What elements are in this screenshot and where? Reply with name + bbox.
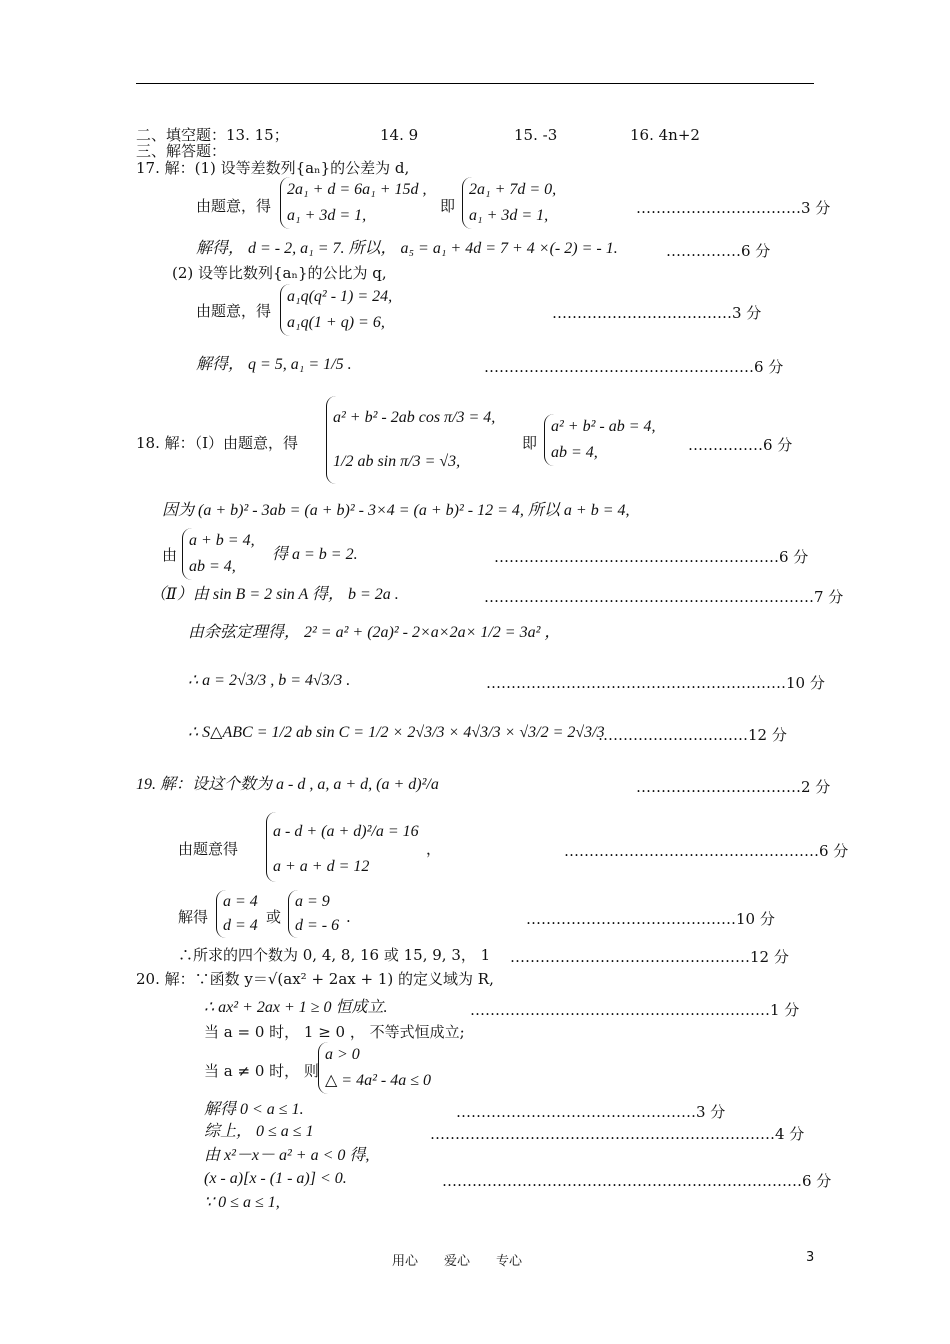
q18-head: 18. 解：（Ⅰ）由题意，得 [136, 434, 299, 452]
q20-line2: 当 a = 0 时， 1 ≥ 0 ， 不等式恒成立; [204, 1023, 465, 1041]
q20-line4: 解得 0 < a ≤ 1. [204, 1101, 304, 1118]
q19-line2-tail: . [346, 908, 351, 926]
q19-sol-d2: d = - 6 [295, 917, 340, 934]
q17-pts-2: ……………6 分 [666, 242, 771, 260]
q19-eq1: a - d + (a + d)²/a = 16 [273, 823, 419, 840]
q19-system-3 [288, 890, 339, 938]
q18-line5: 由余弦定理得， 2² = a² + (2a)² - 2×a×2a× 1/2 = 3a² ， [188, 624, 561, 641]
q18-line7: ∴ S△ABC = 1/2 ab sin C = 1/2 × 2√3/3 × 4√3/3 × √3/2 = 2√3/3 [188, 724, 605, 741]
q19-line2-pts: ……………………………………10 分 [526, 910, 775, 928]
q19-line3: ∴所求的四个数为 0, 4, 8, 16 或 15, 9, 3， 1 [178, 946, 491, 964]
q19-eq2: a + a + d = 12 [273, 858, 370, 875]
q19-system-1 [266, 812, 419, 882]
q17-system-2 [462, 177, 556, 229]
solve-title: 三、解答题： [136, 142, 227, 160]
q17-part2-solution: 解得， q = 5, a₁ = 1/5 . [196, 356, 352, 373]
q20-line8: ∵ 0 ≤ a ≤ 1, [204, 1194, 280, 1211]
q19-line2-lead: 解得 [178, 908, 209, 926]
q18-mid: 即 [522, 434, 538, 452]
q17-mid: 即 [440, 197, 456, 215]
q19-or: 或 [266, 908, 282, 926]
q20-line6: 由 x²－x－ a² + a < 0 得, [204, 1147, 370, 1164]
q17-system-1 [280, 177, 427, 229]
q18-pts-1: ……………6 分 [688, 436, 793, 454]
q18-eq4: ab = 4, [551, 444, 598, 461]
q17-eq3: 2a₁ + 7d = 0, [469, 181, 557, 198]
q18-system-2 [544, 414, 656, 466]
q18-eq2: 1/2 ab sin π/3 = √3, [333, 453, 461, 470]
q19-line1-lead: 由题意得 [178, 840, 239, 858]
q17-part2-solution-pts: ………………………………………………6 分 [484, 358, 784, 376]
q20-line1: ∴ ax² + 2ax + 1 ≥ 0 恒成立. [204, 999, 388, 1016]
q18-eq3: a² + b² - ab = 4, [551, 418, 656, 435]
q19-sol-a: a = 4 [223, 893, 258, 910]
q20-line5: 综上， 0 ≤ a ≤ 1 [204, 1123, 314, 1140]
header-rule [136, 83, 814, 84]
q18-line6-pts: ……………………………………………………10 分 [486, 674, 825, 692]
q19-line1-tail: ， [426, 840, 442, 858]
q18-line3-lead: 由 [162, 546, 178, 564]
q17-line2: 解得， d = - 2, a₁ = 7. 所以， a₅ = a₁ + 4d = 7 + 4 ×(- 2) = - 1. [196, 240, 618, 257]
footer-slogan: 用心 爱心 专心 [392, 1254, 523, 1269]
q19-sol-d: d = 4 [223, 917, 258, 934]
q17-part2-lead: 由题意，得 [196, 302, 272, 320]
q19-line1-pts: ……………………………………………6 分 [564, 842, 849, 860]
q17-head: 17. 解：(1) 设等差数列{aₙ}的公差为 d, [136, 159, 410, 177]
q20-cond-2: △ = 4a² - 4a ≤ 0 [325, 1072, 432, 1089]
q20-head: 20. 解：∵函数 y＝√(ax² + 2ax + 1) 的定义域为 R, [136, 970, 494, 988]
q17-p2-eq1: a₁q(q² - 1) = 24, [287, 288, 393, 305]
q19-line3-pts: …………………………………………12 分 [510, 948, 789, 966]
q20-line7: (x - a)[x - (1 - a)] < 0. [204, 1170, 347, 1187]
q17-eq1: 2a₁ + d = 6a₁ + 15d , [287, 181, 427, 198]
q18-line3-pts: …………………………………………………6 分 [494, 548, 809, 566]
q18-system-1 [326, 396, 495, 484]
q19-system-2 [216, 890, 258, 938]
q20-line5-pts: ……………………………………………………………4 分 [430, 1125, 805, 1143]
q20-line7-pts: ………………………………………………………………6 分 [442, 1172, 832, 1190]
q18-line6: ∴ a = 2√3/3 , b = 4√3/3 . [188, 672, 351, 689]
fill-answer-16: 16. 4n+2 [630, 126, 700, 144]
q17-part2-head: (2) 设等比数列{aₙ}的公比为 q, [172, 264, 387, 282]
q17-pts-1: ……………………………3 分 [636, 199, 831, 217]
fill-answer-15: 15. -3 [514, 126, 558, 144]
q18-line2: 因为 (a + b)² - 3ab = (a + b)² - 3×4 = (a + b)² - 12 = 4, 所以 a + b = 4, [162, 502, 630, 519]
q19-sol-a2: a = 9 [295, 893, 330, 910]
q18-system-3 [182, 528, 255, 580]
q17-lead: 由题意，得 [196, 197, 272, 215]
q17-p2-eq2: a₁q(1 + q) = 6, [287, 314, 385, 331]
q19-head-pts: ……………………………2 分 [636, 778, 831, 796]
q18-line4-pts: …………………………………………………………7 分 [484, 588, 844, 606]
q17-part2-pts: ………………………………3 分 [552, 304, 762, 322]
q18-line7-pts: …………………………12 分 [598, 726, 787, 744]
q18-eq1: a² + b² - 2ab cos π/3 = 4, [333, 409, 496, 426]
q17-system-3 [280, 284, 392, 336]
q20-line3-lead: 当 a ≠ 0 时， 则 [204, 1062, 319, 1080]
q20-line4-pts: …………………………………………3 分 [456, 1103, 726, 1121]
fill-title: 二、填空题：13. 15； [136, 126, 289, 144]
q20-line1-pts: ……………………………………………………1 分 [470, 1001, 800, 1019]
q18-line3-result: 得 a = b = 2. [272, 546, 358, 563]
q18-line4: （Ⅱ）由 sin B = 2 sin A 得， b = 2a . [150, 586, 399, 603]
q20-cond-1: a > 0 [325, 1046, 360, 1063]
fill-answer-14: 14. 9 [380, 126, 419, 144]
q18-l3-eq2: ab = 4, [189, 558, 236, 575]
q17-eq4: a₁ + 3d = 1, [469, 207, 549, 224]
q17-eq2: a₁ + 3d = 1, [287, 207, 367, 224]
q18-l3-eq1: a + b = 4, [189, 532, 255, 549]
q19-head: 19. 解：设这个数为 a - d , a, a + d, (a + d)²/a [136, 776, 439, 793]
page-number: 3 [806, 1250, 815, 1265]
q20-system [318, 1042, 431, 1094]
